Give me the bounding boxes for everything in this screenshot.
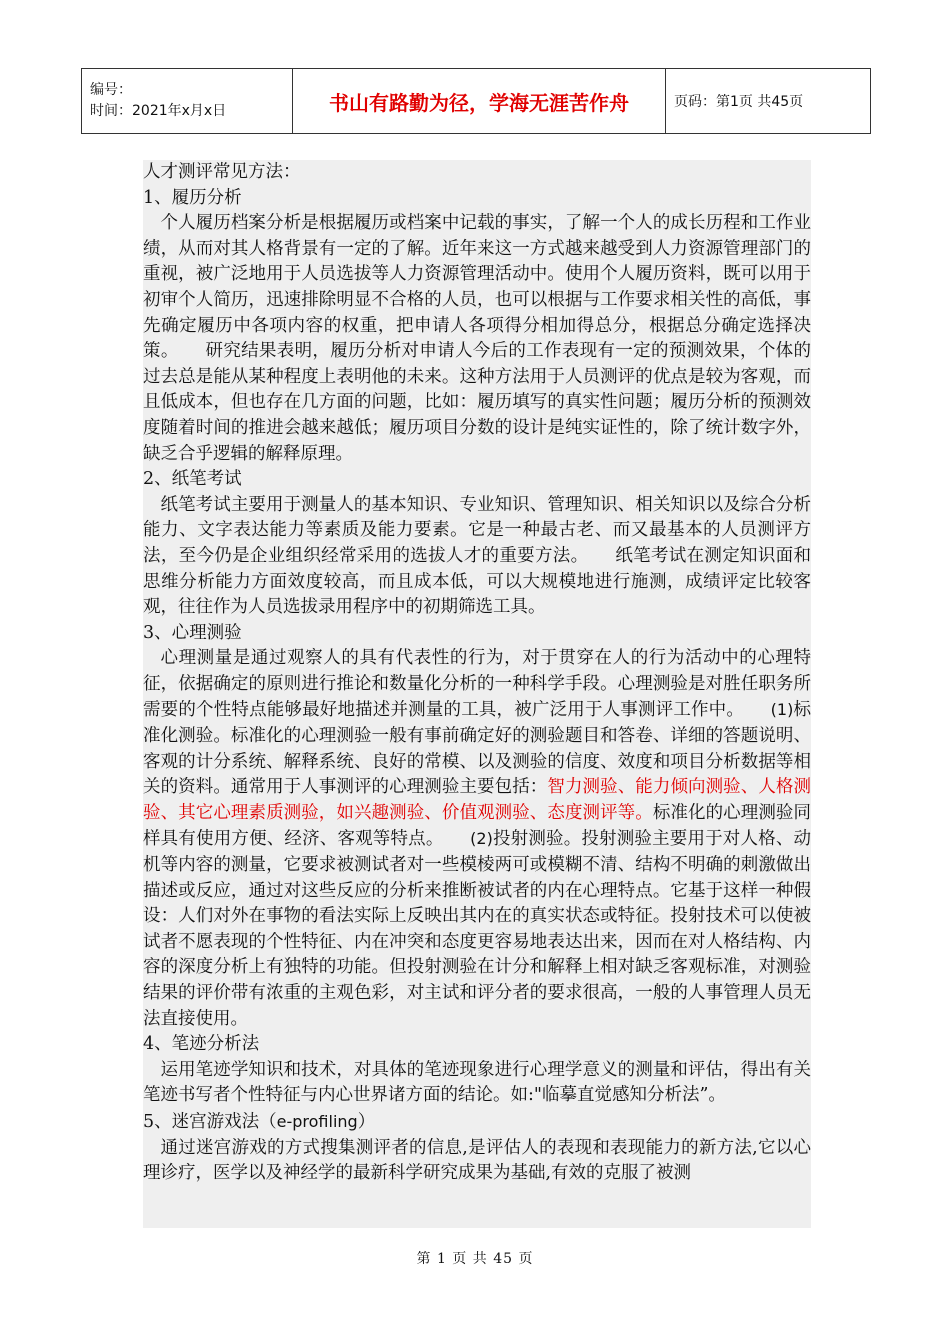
page-label: 页码：第1页 共45页 (666, 69, 871, 134)
section-heading-written-exam: 2、纸笔考试 (143, 469, 242, 490)
document-body (143, 160, 811, 1228)
text-run: 心理测量是通过观察人的具有代表性的行为，对于贯穿在人的行为活动中的心理特征，依据确定的原则进行推论和数量化分析的一种科学手段。心理测验是对胜任职务所需要的个性特点能够最好地描述并测量的工具，被广泛用于人事测评工作中。 (143, 648, 811, 721)
highlighted-text: 智力测验、能力倾向测验、人格测验、其它心理素质测验，如兴趣测验、价值观测验、态度测评等。 (143, 777, 811, 823)
header-meta-cell (82, 69, 293, 134)
header-table (81, 68, 871, 134)
text-run: 5、迷宫游戏法（ (143, 1111, 277, 1132)
document-title: 人才测评常见方法： (143, 162, 301, 182)
motto: 书山有路勤为径，学海无涯苦作舟 (293, 69, 666, 134)
text-run: (1) (770, 700, 794, 720)
section-paragraph: 纸笔考试主要用于测量人的基本知识、专业知识、管理知识、相关知识以及综合分析能力、文字表达能力等素质及能力要素。它是一种最古老、而又最基本的人员测评方法，至今仍是企业组织经常采用的选拔人才的重要方法。 纸笔考试在测定知识面和思维分析能力方面效度较高，而且成本低，可以大规模地进行施测，成绩评定比较客观，往往作为人员选拔录用程序中的初期筛选工具。 (143, 494, 811, 618)
section-paragraph (143, 646, 811, 1032)
section-heading-maze-game (143, 1109, 811, 1136)
text-run: 投射测验。投射测验主要用于对人格、动机等内容的测量，它要求被测试者对一些模棱两可或模糊不清、结构不明确的刺激做出描述或反应，通过对这些反应的分析来推断被试者的内在心理特点。它基于这样一种假设：人们对外在事物的看法实际上反映出其内在的真实状态或特征。投射技术可以使被试者不愿表现的个性特征、内在冲突和态度更容易地表达出来，因而在对人格结构、内容的深度分析上有独特的功能。但投射测验在计分和解释上相对缺乏客观标准，对测验结果的评价带有浓重的主观色彩，对主试和评分者的要求很高，一般的人事管理人员无法直接使用。 (143, 829, 811, 1029)
section-heading-handwriting: 4、笔迹分析法 (143, 1034, 260, 1055)
section-heading-psych-test: 3、心理测验 (143, 622, 242, 643)
text-run: ） (357, 1111, 376, 1132)
serial-label: 编号： (90, 82, 132, 98)
section-paragraph: 通过迷宫游戏的方式搜集测评者的信息,是评估人的表现和表现能力的新方法,它以心理诊疗，医学以及神经学的最新科学研究成果为基础,有效的克服了被测 (143, 1137, 811, 1184)
text-run: e-profiling (276, 1111, 358, 1131)
text-run: (2) (470, 829, 493, 849)
page-footer: 第 1 页 共 45 页 (416, 1251, 534, 1267)
text-run: 标准化的心理测验同样具有使用方便、经济、客观等特点。 (143, 802, 811, 850)
section-paragraph: 个人履历档案分析是根据履历或档案中记载的事实，了解一个人的成长历程和工作业绩，从而对其人格背景有一定的了解。近年来这一方式越来越受到人力资源管理部门的重视，被广泛地用于人员选拔等人力资源管理活动中。使用个人履历资料，既可以用于初审个人简历，迅速排除明显不合格的人员，也可以根据与工作要求相关性的高低，事先确定履历中各项内容的权重，把申请人各项得分相加得总分，根据总分确定选择决策。 研究结果表明，履历分析对申请人今后的工作表现有一定的预测效果，个体的过去总是能从某种程度上表明他的未来。这种方法用于人员测评的优点是较为客观，而且低成本，但也存在几方面的问题，比如：履历填写的真实性问题；履历分析的预测效度随着时间的推进会越来越低；履历项目分数的设计是纯实证性的，除了统计数字外，缺乏合乎逻辑的解释原理。 (143, 213, 811, 464)
section-heading-resume-analysis: 1、履历分析 (143, 187, 242, 208)
date-label: 时间：2021年x月x日 (90, 103, 227, 119)
text-run: 标准化测验。标准化的心理测验一般有事前确定好的测验题目和答卷、详细的答题说明、客观的计分系统、解释系统、良好的常模、以及测验的信度、效度和项目分析数据等相关的资料。通常用于人事测评的心理测验主要包括： (143, 700, 811, 798)
section-paragraph: 运用笔迹学知识和技术，对具体的笔迹现象进行心理学意义的测量和评估，得出有关笔迹书写者个性特征与内心世界诸方面的结论。如:"临摹直觉感知分析法”。 (143, 1059, 811, 1106)
